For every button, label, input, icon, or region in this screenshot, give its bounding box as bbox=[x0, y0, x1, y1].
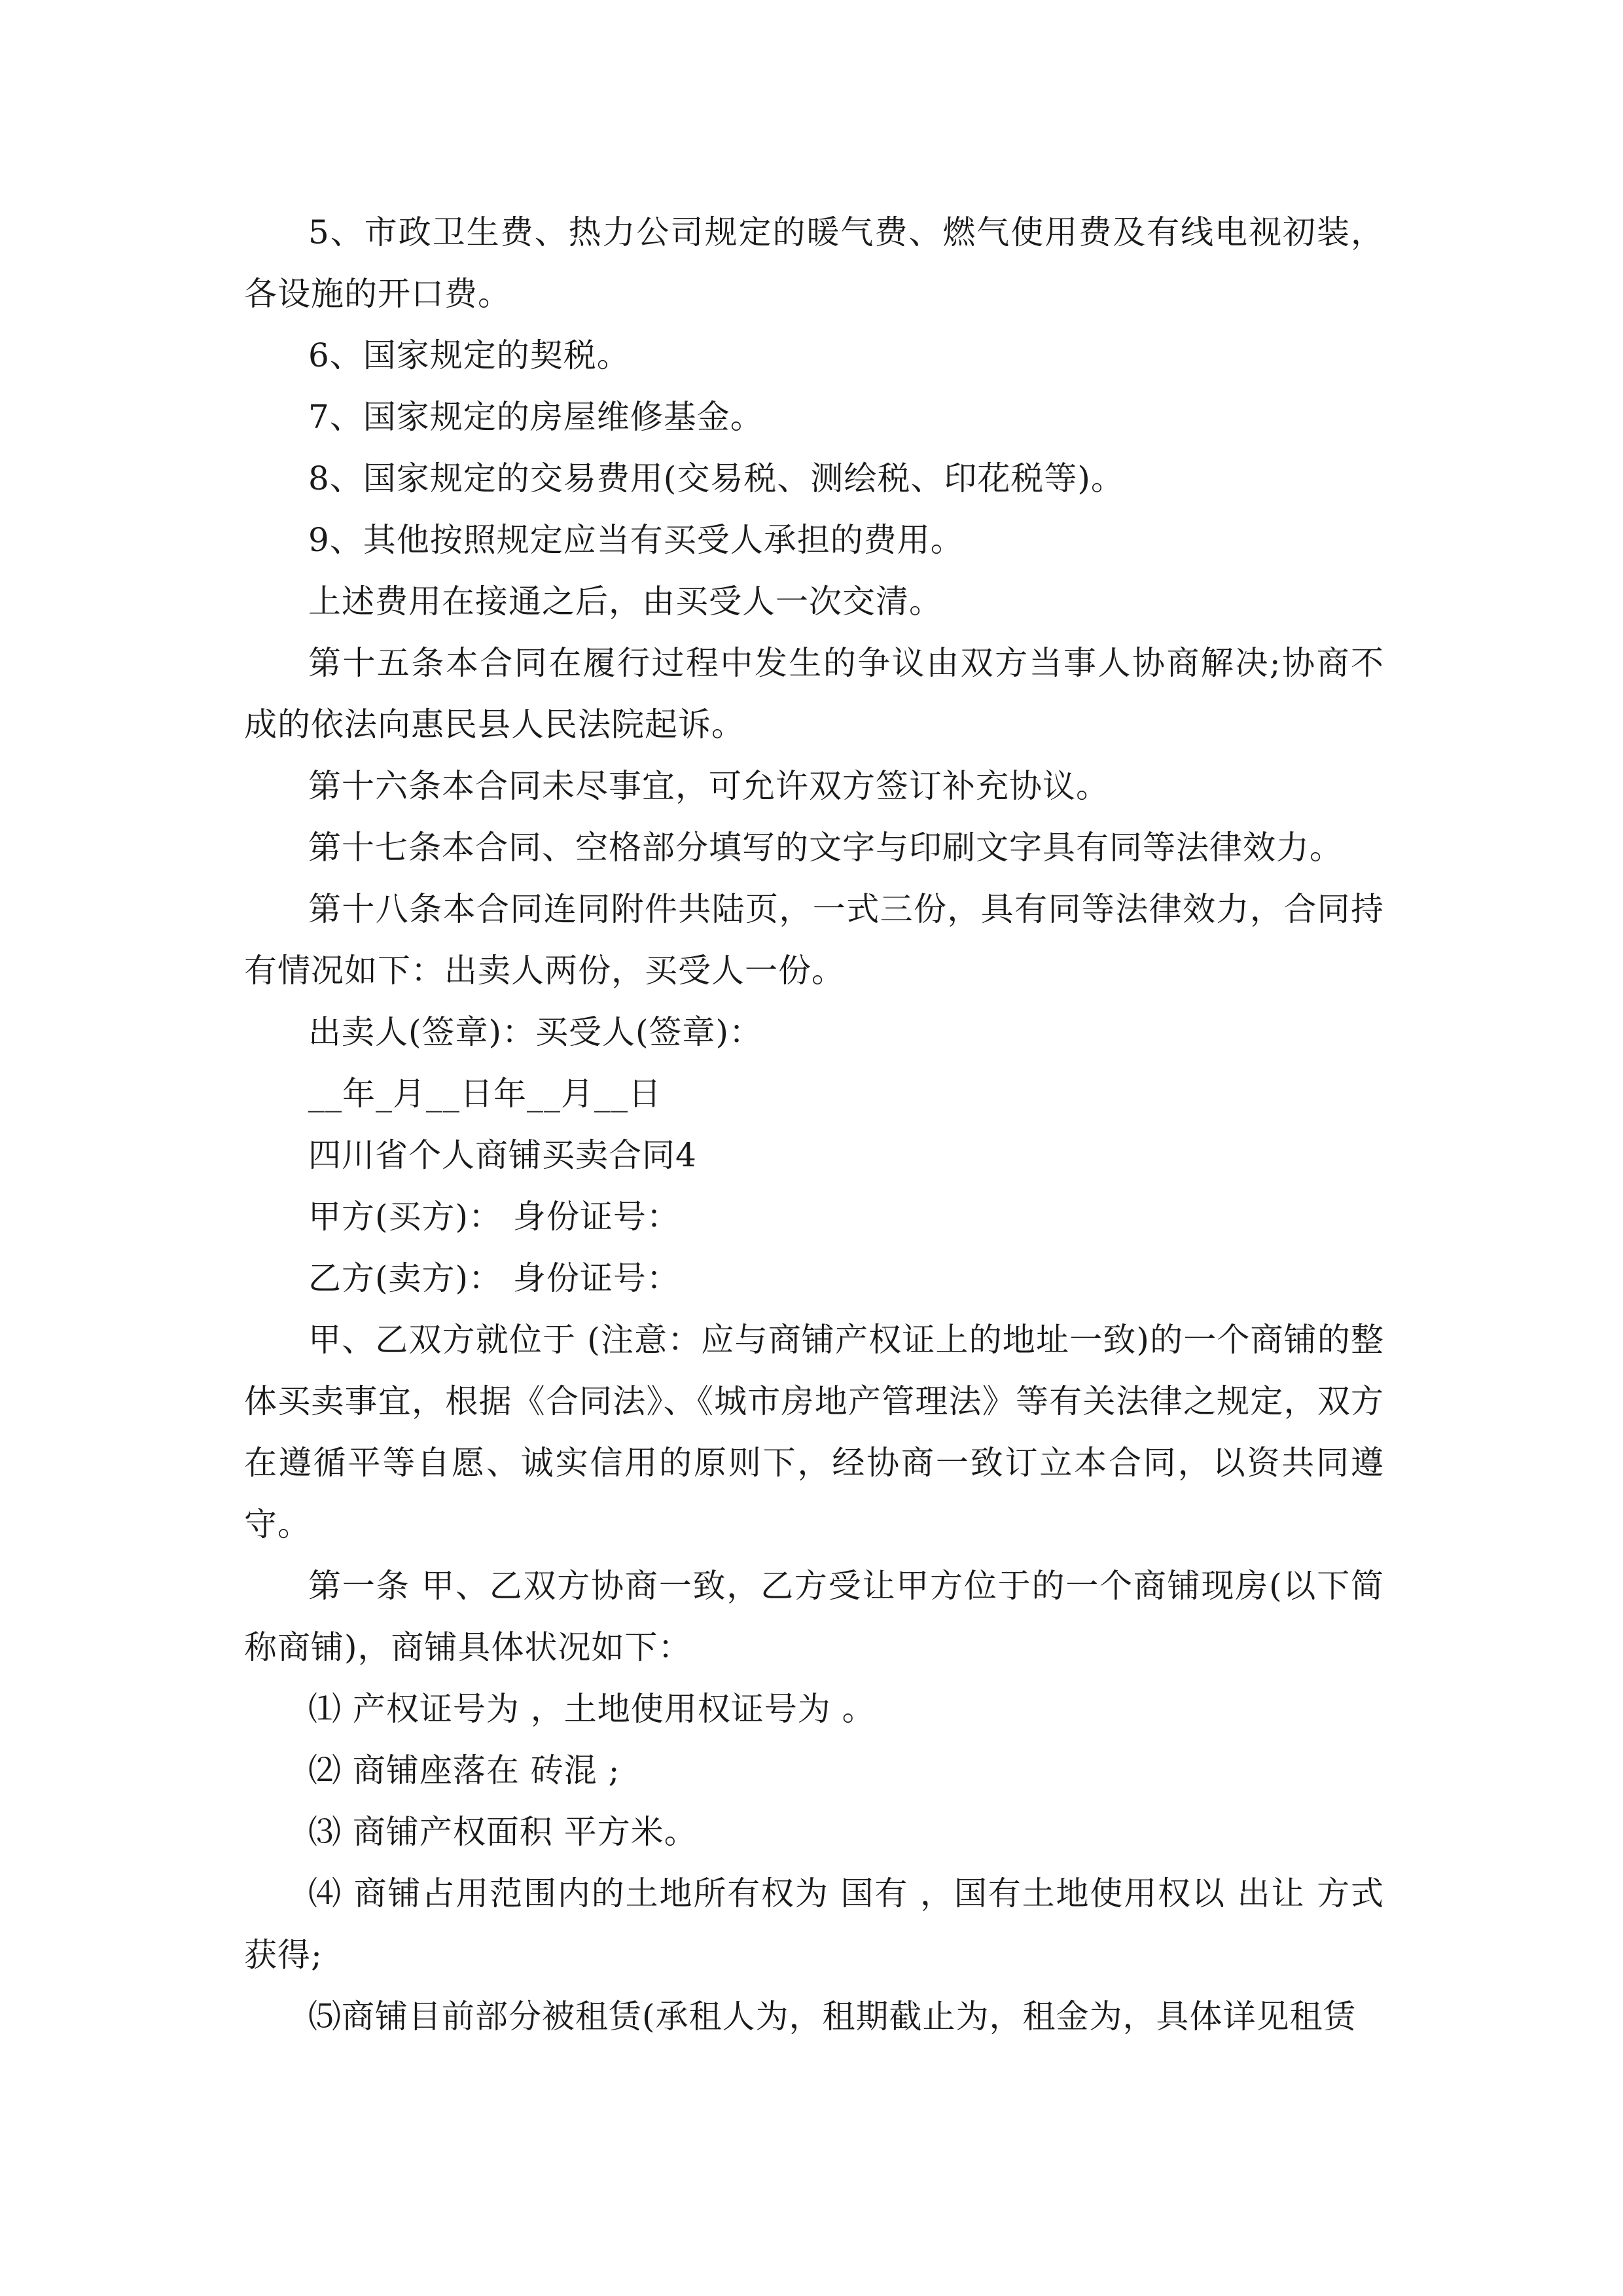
paragraph-clause-4: ⑷ 商铺占用范围内的土地所有权为 国有 ，国有土地使用权以 出让 方式获得; bbox=[244, 1874, 1384, 1974]
paragraph-article-15: 第十五条本合同在履行过程中发生的争议由双方当事人协商解决;协商不成的依法向惠民县人民法院起诉。 bbox=[244, 644, 1384, 744]
paragraph-preamble: 甲、乙双方就位于 (注意：应与商铺产权证上的地址一致)的一个商铺的整体买卖事宜，根据《合同法》、《城市房地产管理法》等有关法律之规定，双方在遵循平等自愿、诚实信用的原则下，经协商一致订立本合同，以资共同遵守。 bbox=[244, 1321, 1384, 1543]
paragraph-article-18: 第十八条本合同连同附件共陆页，一式三份，具有同等法律效力，合同持有情况如下：出卖人两份，买受人一份。 bbox=[244, 890, 1384, 990]
paragraph-article-1: 第一条 甲、乙双方协商一致，乙方受让甲方位于的一个商铺现房(以下简称商铺)，商铺具体状况如下： bbox=[244, 1567, 1384, 1666]
paragraph-item-5: 5、市政卫生费、热力公司规定的暖气费、燃气使用费及有线电视初装，各设施的开口费。 bbox=[244, 213, 1384, 313]
paragraph-clause-1: ⑴ 产权证号为 ，土地使用权证号为 。 bbox=[308, 1690, 876, 1728]
paragraph-item-8: 8、国家规定的交易费用(交易税、测绘税、印花税等)。 bbox=[308, 459, 1124, 497]
paragraph-article-17: 第十七条本合同、空格部分填写的文字与印刷文字具有同等法律效力。 bbox=[308, 829, 1343, 867]
paragraph-item-7: 7、国家规定的房屋维修基金。 bbox=[308, 398, 764, 436]
contract-title: 四川省个人商铺买卖合同4 bbox=[308, 1136, 697, 1174]
paragraph-fee-summary: 上述费用在接通之后，由买受人一次交清。 bbox=[308, 583, 942, 620]
paragraph-dates: __年_月__日年__月__日 bbox=[308, 1075, 662, 1113]
party-a-line: 甲方(买方)： 身份证号： bbox=[308, 1198, 680, 1236]
party-b-line: 乙方(卖方)： 身份证号： bbox=[308, 1259, 680, 1297]
paragraph-item-9: 9、其他按照规定应当有买受人承担的费用。 bbox=[308, 521, 964, 559]
paragraph-signatures: 出卖人(签章)：买受人(签章)： bbox=[308, 1013, 763, 1051]
paragraph-item-6: 6、国家规定的契税。 bbox=[308, 336, 630, 374]
paragraph-clause-3: ⑶ 商铺产权面积 平方米。 bbox=[308, 1813, 698, 1851]
paragraph-article-16: 第十六条本合同未尽事宜，可允许双方签订补充协议。 bbox=[308, 767, 1109, 805]
paragraph-clause-2: ⑵ 商铺座落在 砖混 ; bbox=[308, 1751, 620, 1789]
paragraph-clause-5: ⑸商铺目前部分被租赁(承租人为，租期截止为，租金为，具体详见租赁 bbox=[308, 1998, 1357, 2036]
document-body bbox=[244, 202, 1384, 2047]
